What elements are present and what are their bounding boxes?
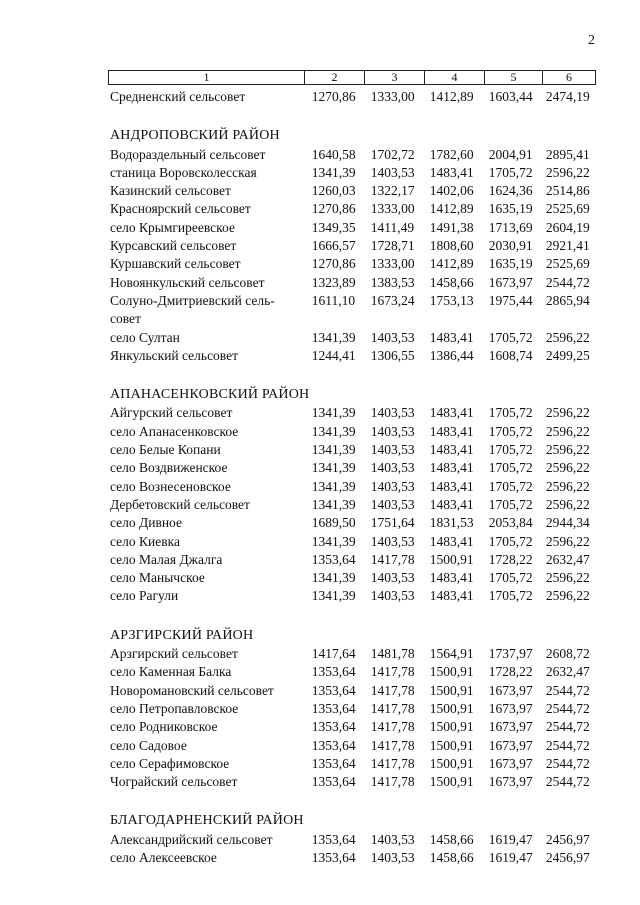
row-value: 2632,47 [545, 551, 590, 567]
row-value: 1640,58 [311, 146, 356, 162]
row-name: Средненский сельсовет [110, 89, 246, 104]
row-value: 2053,84 [488, 515, 533, 531]
row-value: 1417,78 [370, 664, 415, 680]
row-name: Новоромановский сельсовет [110, 682, 274, 698]
row-value: 1417,78 [370, 682, 415, 698]
row-value: 1403,53 [370, 533, 415, 549]
row-value: 1417,78 [370, 719, 415, 735]
row-value: 1483,41 [429, 533, 474, 549]
table-row [110, 478, 600, 496]
row-value: 1458,66 [429, 274, 474, 290]
row-value: 1624,36 [488, 183, 533, 199]
row-value: 1403,53 [370, 164, 415, 180]
row-name: село Манычское [110, 570, 205, 586]
section-heading: АРЗГИРСКИЙ РАЙОН [110, 627, 254, 643]
row-value: 1341,39 [311, 329, 356, 345]
row-value: 2514,86 [545, 183, 590, 199]
row-value: 1244,41 [311, 347, 356, 363]
row-value: 1403,53 [370, 570, 415, 586]
row-value: 1412,89 [429, 89, 474, 104]
row-value: 1403,53 [370, 496, 415, 512]
table-row [110, 645, 600, 663]
row-name: Новоянкульский сельсовет [110, 274, 265, 290]
row-value: 1705,72 [488, 423, 533, 439]
row-value: 1564,91 [429, 646, 474, 662]
row-name-continuation: совет [110, 311, 141, 327]
row-name: Айгурский сельсовет [110, 405, 233, 421]
row-value: 2632,47 [545, 664, 590, 680]
row-name: село Родниковское [110, 719, 218, 735]
row-value: 2544,72 [545, 755, 590, 771]
row-value: 1500,91 [429, 719, 474, 735]
table-row [110, 237, 600, 255]
row-value: 1403,53 [370, 329, 415, 345]
row-name: Водораздельный сельсовет [110, 146, 266, 162]
row-value: 1500,91 [429, 682, 474, 698]
row-value: 1341,39 [311, 570, 356, 586]
row-value: 1341,39 [311, 405, 356, 421]
row-value: 1353,64 [311, 849, 356, 865]
row-value: 1673,97 [488, 774, 533, 790]
row-value: 1458,66 [429, 849, 474, 865]
row-value: 2596,22 [545, 533, 590, 549]
row-value: 2596,22 [545, 478, 590, 494]
page-number: 2 [588, 33, 595, 48]
table-row [110, 292, 600, 310]
row-value: 2544,72 [545, 719, 590, 735]
row-name: станица Воровсколесская [110, 164, 257, 180]
row-value: 1673,97 [488, 700, 533, 716]
row-value: 1483,41 [429, 496, 474, 512]
row-value: 2544,72 [545, 774, 590, 790]
table-row [110, 569, 600, 587]
row-value: 2525,69 [545, 201, 590, 217]
row-name: Арзгирский сельсовет [110, 646, 238, 662]
table-row [110, 88, 600, 106]
row-value: 1417,78 [370, 551, 415, 567]
table-row [110, 146, 600, 164]
row-value: 1500,91 [429, 755, 474, 771]
row-value: 1689,50 [311, 515, 356, 531]
row-name: село Каменная Балка [110, 664, 232, 680]
row-value: 1403,53 [370, 460, 415, 476]
row-value: 1333,00 [370, 89, 415, 104]
row-value: 1751,64 [370, 515, 415, 531]
row-value: 1341,39 [311, 533, 356, 549]
row-value: 1500,91 [429, 551, 474, 567]
row-value: 2895,41 [545, 146, 590, 162]
row-value: 1353,64 [311, 551, 356, 567]
row-value: 1619,47 [488, 831, 533, 847]
row-value: 2596,22 [545, 164, 590, 180]
row-name: Казинский сельсовет [110, 183, 231, 199]
row-value: 1975,44 [488, 292, 533, 308]
row-value: 2596,22 [545, 570, 590, 586]
row-value: 1403,53 [370, 423, 415, 439]
table-row [110, 219, 600, 237]
row-value: 1483,41 [429, 329, 474, 345]
row-value: 1341,39 [311, 588, 356, 604]
row-value: 2604,19 [545, 219, 590, 235]
row-value: 1635,19 [488, 201, 533, 217]
table-row [110, 423, 600, 441]
row-value: 1608,74 [488, 347, 533, 363]
row-value: 1831,53 [429, 515, 474, 531]
row-value: 1349,35 [311, 219, 356, 235]
row-value: 1403,53 [370, 831, 415, 847]
row-name: село Рагули [110, 588, 179, 604]
row-value: 1333,00 [370, 201, 415, 217]
table-row [110, 347, 600, 365]
row-value: 1673,97 [488, 755, 533, 771]
row-value: 1705,72 [488, 405, 533, 421]
row-value: 1808,60 [429, 238, 474, 254]
table-row [110, 404, 600, 422]
row-value: 1270,86 [311, 256, 356, 272]
table-row [110, 718, 600, 736]
table-row [110, 329, 600, 347]
row-name: Куршавский сельсовет [110, 256, 241, 272]
row-value: 2596,22 [545, 588, 590, 604]
table-row [110, 459, 600, 477]
row-value: 1705,72 [488, 442, 533, 458]
row-value: 1673,97 [488, 682, 533, 698]
row-value: 2596,22 [545, 496, 590, 512]
row-value: 1728,22 [488, 551, 533, 567]
row-value: 1353,64 [311, 682, 356, 698]
row-name: село Вознесеновское [110, 478, 231, 494]
row-value: 1412,89 [429, 201, 474, 217]
row-value: 2544,72 [545, 682, 590, 698]
row-value: 1341,39 [311, 164, 356, 180]
row-name: Солуно-Дмитриевский сель- [110, 292, 275, 308]
row-value: 1782,60 [429, 146, 474, 162]
row-value: 1417,64 [311, 646, 356, 662]
table-header [108, 70, 596, 85]
row-value: 1737,97 [488, 646, 533, 662]
row-value: 1635,19 [488, 256, 533, 272]
row-value: 1483,41 [429, 588, 474, 604]
row-name: Курсавский сельсовет [110, 238, 237, 254]
row-value: 1705,72 [488, 533, 533, 549]
row-value: 1673,97 [488, 274, 533, 290]
row-value: 1403,53 [370, 478, 415, 494]
row-value: 1417,78 [370, 774, 415, 790]
row-value: 1702,72 [370, 146, 415, 162]
row-value: 1728,22 [488, 664, 533, 680]
row-value: 2456,97 [545, 831, 590, 847]
row-value: 1270,86 [311, 201, 356, 217]
row-value: 1483,41 [429, 442, 474, 458]
row-value: 1353,64 [311, 664, 356, 680]
row-value: 2865,94 [545, 292, 590, 308]
row-value: 1483,41 [429, 164, 474, 180]
row-name: Чограйский сельсовет [110, 774, 238, 790]
row-value: 1353,64 [311, 755, 356, 771]
table-row [110, 773, 600, 791]
table-row [110, 587, 600, 605]
row-name: село Воздвиженское [110, 460, 228, 476]
row-value: 1603,44 [488, 89, 533, 104]
table-row [110, 164, 600, 182]
row-value: 1353,64 [311, 700, 356, 716]
row-value: 1353,64 [311, 774, 356, 790]
row-name: село Апанасенковское [110, 423, 239, 439]
row-value: 1753,13 [429, 292, 474, 308]
row-value: 1353,64 [311, 719, 356, 735]
table-body [110, 88, 600, 867]
row-name: село Петропавловское [110, 700, 239, 716]
row-value: 2596,22 [545, 423, 590, 439]
row-value: 2544,72 [545, 737, 590, 753]
row-value: 1500,91 [429, 774, 474, 790]
row-name: село Белые Копани [110, 442, 221, 458]
row-value: 1500,91 [429, 737, 474, 753]
table-row [110, 700, 600, 718]
table-row [110, 533, 600, 551]
row-value: 1333,00 [370, 256, 415, 272]
row-value: 1705,72 [488, 329, 533, 345]
table-row [110, 551, 600, 569]
row-value: 1705,72 [488, 496, 533, 512]
table-row [110, 737, 600, 755]
row-value: 2499,25 [545, 347, 590, 363]
row-name: Дербетовский сельсовет [110, 496, 250, 512]
row-value: 1341,39 [311, 442, 356, 458]
row-value: 1403,53 [370, 442, 415, 458]
row-value: 1673,97 [488, 719, 533, 735]
table-row [110, 682, 600, 700]
row-value: 1673,97 [488, 737, 533, 753]
row-value: 2921,41 [545, 238, 590, 254]
row-value: 2596,22 [545, 460, 590, 476]
row-name: село Садовое [110, 737, 187, 753]
table-row [110, 441, 600, 459]
column-header-2: 2 [304, 71, 364, 84]
table-row [110, 849, 600, 867]
row-value: 1666,57 [311, 238, 356, 254]
row-value: 2004,91 [488, 146, 533, 162]
row-name: Александрийский сельсовет [110, 831, 273, 847]
row-value: 1353,64 [311, 737, 356, 753]
row-value: 1403,53 [370, 588, 415, 604]
row-name: село Киевка [110, 533, 180, 549]
row-value: 1270,86 [311, 89, 356, 104]
column-header-1: 1 [203, 70, 210, 84]
row-value: 2474,19 [545, 89, 590, 104]
table-row [110, 182, 600, 200]
row-value: 2030,91 [488, 238, 533, 254]
row-name: село Серафимовское [110, 755, 230, 771]
row-value: 1713,69 [488, 219, 533, 235]
row-value: 1403,53 [370, 405, 415, 421]
table-row [110, 496, 600, 514]
row-value: 1611,10 [311, 292, 356, 308]
column-header-3: 3 [364, 71, 424, 84]
row-value: 1417,78 [370, 737, 415, 753]
table-row-continuation [110, 310, 600, 328]
table-row [110, 663, 600, 681]
table-row [110, 274, 600, 292]
row-value: 1353,64 [311, 831, 356, 847]
row-name: Янкульский сельсовет [110, 347, 238, 363]
row-value: 1705,72 [488, 570, 533, 586]
row-value: 1417,78 [370, 755, 415, 771]
row-value: 1458,66 [429, 831, 474, 847]
row-value: 1705,72 [488, 164, 533, 180]
row-value: 1411,49 [370, 219, 415, 235]
row-value: 1341,39 [311, 460, 356, 476]
row-value: 2596,22 [545, 405, 590, 421]
row-value: 2944,34 [545, 515, 590, 531]
row-value: 1483,41 [429, 423, 474, 439]
row-value: 1500,91 [429, 700, 474, 716]
row-value: 2544,72 [545, 274, 590, 290]
row-value: 1705,72 [488, 588, 533, 604]
row-value: 1341,39 [311, 478, 356, 494]
row-value: 1341,39 [311, 423, 356, 439]
column-header-6: 6 [542, 71, 595, 84]
row-value: 1483,41 [429, 570, 474, 586]
column-header-4: 4 [424, 71, 484, 84]
row-value: 2456,97 [545, 849, 590, 865]
row-value: 1403,53 [370, 849, 415, 865]
section-heading: АПАНАСЕНКОВСКИЙ РАЙОН [110, 387, 310, 403]
table-row [110, 831, 600, 849]
row-value: 1481,78 [370, 646, 415, 662]
row-value: 2596,22 [545, 442, 590, 458]
section-heading: БЛАГОДАРНЕНСКИЙ РАЙОН [110, 813, 304, 829]
row-value: 2525,69 [545, 256, 590, 272]
row-value: 1500,91 [429, 664, 474, 680]
row-value: 2608,72 [545, 646, 590, 662]
row-value: 1341,39 [311, 496, 356, 512]
row-name: село Алексеевское [110, 849, 217, 865]
row-name: село Дивное [110, 515, 182, 531]
table-row [110, 200, 600, 218]
table-row [110, 755, 600, 773]
table-row [110, 514, 600, 532]
section-heading: АНДРОПОВСКИЙ РАЙОН [110, 128, 280, 144]
row-name: село Крымгиреевское [110, 219, 235, 235]
row-value: 1386,44 [429, 347, 474, 363]
row-name: село Малая Джалга [110, 551, 223, 567]
row-value: 1322,17 [370, 183, 415, 199]
table-row [110, 255, 600, 273]
row-value: 1260,03 [311, 183, 356, 199]
row-value: 1705,72 [488, 460, 533, 476]
row-value: 1705,72 [488, 478, 533, 494]
row-value: 1483,41 [429, 460, 474, 476]
row-value: 1491,38 [429, 219, 474, 235]
row-name: село Султан [110, 329, 180, 345]
row-name: Красноярский сельсовет [110, 201, 251, 217]
row-value: 1306,55 [370, 347, 415, 363]
row-value: 1619,47 [488, 849, 533, 865]
row-value: 1728,71 [370, 238, 415, 254]
row-value: 1483,41 [429, 478, 474, 494]
row-value: 2596,22 [545, 329, 590, 345]
row-value: 1323,89 [311, 274, 356, 290]
row-value: 2544,72 [545, 700, 590, 716]
row-value: 1483,41 [429, 405, 474, 421]
row-value: 1417,78 [370, 700, 415, 716]
column-header-5: 5 [484, 71, 542, 84]
row-value: 1412,89 [429, 256, 474, 272]
row-value: 1402,06 [429, 183, 474, 199]
row-value: 1673,24 [370, 292, 415, 308]
row-value: 1383,53 [370, 274, 415, 290]
